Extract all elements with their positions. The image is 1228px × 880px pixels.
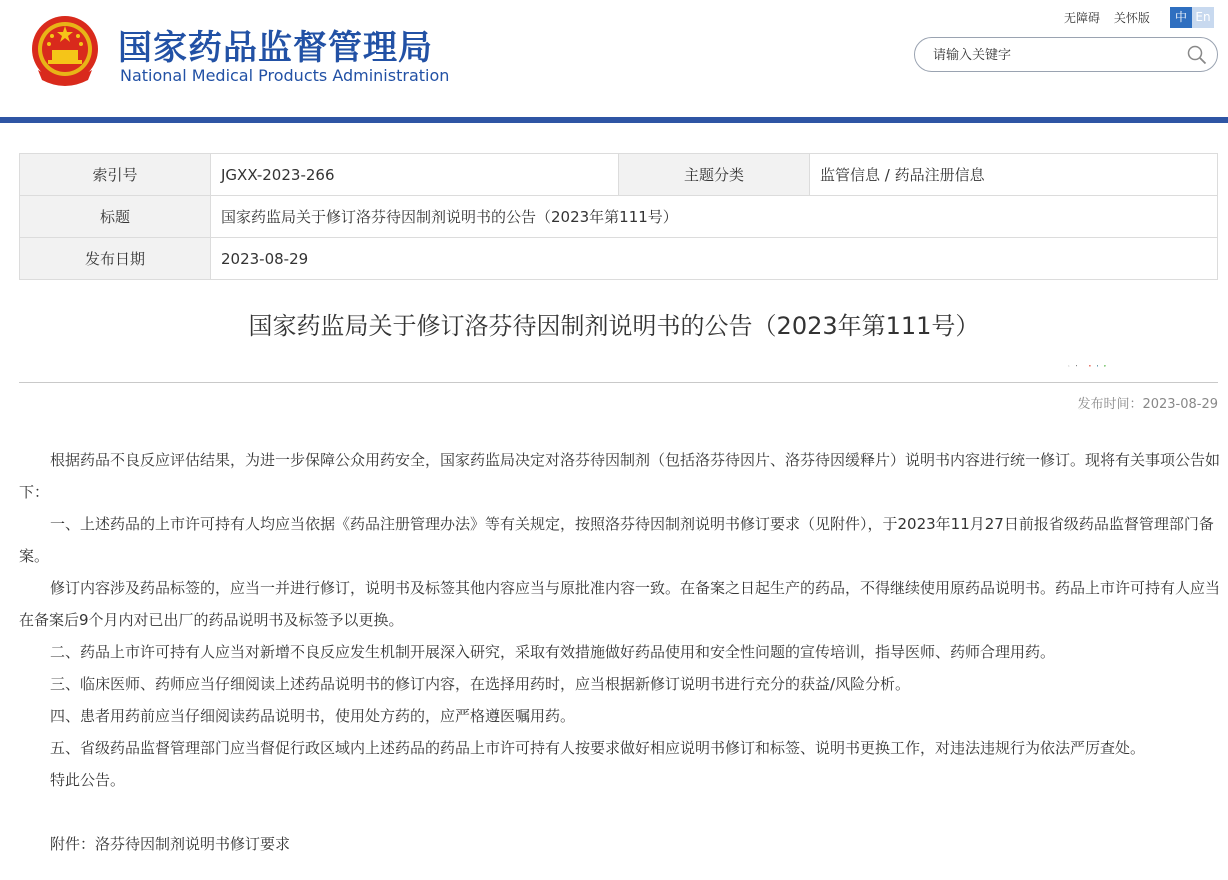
paragraph: 特此公告。 [50, 771, 126, 789]
paragraph: 根据药品不良反应评估结果，为进一步保障公众用药安全，国家药监局决定对洛芬待因制剂（包括洛芬待因片、洛芬待因缓释片）说明书内容进行统一修订。现将有关事项公告如下： [19, 451, 1221, 501]
paragraph: 五、省级药品监督管理部门应当督促行政区域内上述药品的药品上市许可持有人按要求做好相应说明书修订和标签、说明书更换工作，对违法违规行为依法严厉查处。 [50, 739, 1146, 757]
index-value: JGXX-2023-266 [211, 154, 619, 196]
print-icon[interactable] [1076, 365, 1078, 367]
index-label: 索引号 [20, 154, 211, 196]
site-title-cn[interactable]: 国家药品监督管理局 [118, 28, 433, 68]
search-input[interactable] [933, 45, 1183, 65]
search-box [914, 37, 1218, 72]
care-version-link[interactable]: 关怀版 [1113, 11, 1150, 25]
table-row [20, 154, 1218, 196]
lang-zh-button[interactable]: 中 [1170, 7, 1192, 28]
title-value: 国家药监局关于修订洛芬待因制剂说明书的公告（2023年第111号） [211, 196, 1218, 238]
weibo-share-icon[interactable] [1089, 365, 1091, 367]
paragraph: 四、患者用药前应当仔细阅读药品说明书，使用处方药的，应严格遵医嘱用药。 [50, 707, 576, 725]
article-divider [19, 382, 1218, 383]
paragraph: 三、临床医师、药师应当仔细阅读上述药品说明书的修订内容，在选择用药时，应当根据新修订说明书进行充分的获益/风险分析。 [50, 675, 911, 693]
table-row [20, 238, 1218, 280]
article-tools [1068, 354, 1106, 378]
download-icon[interactable] [1068, 365, 1070, 367]
article-body [19, 444, 1221, 860]
lang-en-button[interactable]: En [1192, 7, 1214, 28]
spacer [19, 796, 1221, 828]
paragraph: 修订内容涉及药品标签的，应当一并进行修订，说明书及标签其他内容应当与原批准内容一致。在备案之日起生产的药品，不得继续使用原药品说明书。药品上市许可持有人应当在备案后9个月内对已出厂的药品说明书及标签予以更换。 [19, 579, 1221, 629]
site-header [0, 0, 1228, 117]
accessibility-link[interactable]: 无障碍 [1064, 11, 1101, 25]
title-label: 标题 [20, 196, 211, 238]
qzone-icon[interactable] [1097, 365, 1099, 367]
date-value: 2023-08-29 [211, 238, 1218, 280]
paragraph: 二、药品上市许可持有人应当对新增不良反应发生机制开展深入研究，采取有效措施做好药品使用和安全性问题的宣传培训，指导医师、药师合理用药。 [50, 643, 1056, 661]
wechat-share-icon[interactable] [1104, 365, 1106, 367]
table-row [20, 196, 1218, 238]
top-links [1064, 9, 1160, 26]
search-icon[interactable] [1187, 45, 1207, 65]
article-title: 国家药监局关于修订洛芬待因制剂说明书的公告（2023年第111号） [248, 312, 980, 340]
category-label: 主题分类 [619, 154, 810, 196]
attachment-link[interactable]: 附件：洛芬待因制剂说明书修订要求 [50, 835, 291, 853]
language-switch [1170, 7, 1214, 28]
category-value: 监管信息 / 药品注册信息 [810, 154, 1218, 196]
publish-time: 发布时间：2023-08-29 [1077, 397, 1218, 412]
date-label: 发布日期 [20, 238, 211, 280]
national-emblem-icon [30, 14, 100, 88]
site-title-en[interactable]: National Medical Products Administration [120, 66, 450, 85]
paragraph: 一、上述药品的上市许可持有人均应当依据《药品注册管理办法》等有关规定，按照洛芬待因制剂说明书修订要求（见附件），于2023年11月27日前报省级药品监督管理部门备案。 [19, 515, 1214, 565]
meta-info-table [19, 153, 1218, 280]
header-divider-bar [0, 117, 1228, 123]
